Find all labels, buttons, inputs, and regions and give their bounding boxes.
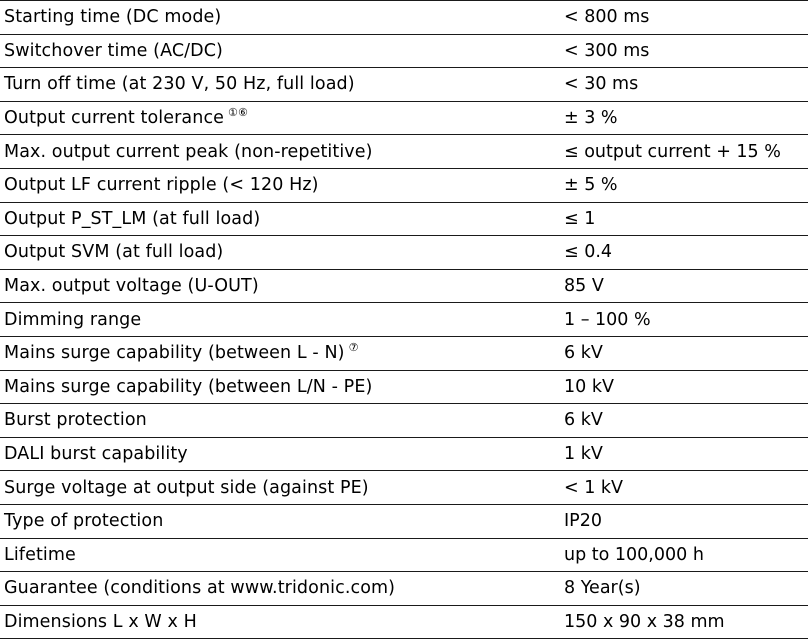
spec-label: Burst protection <box>4 410 147 431</box>
spec-label: Switchover time (AC/DC) <box>4 40 223 61</box>
spec-value: ± 5 % <box>564 175 618 196</box>
spec-value: 10 kV <box>564 376 614 397</box>
spec-row-dimensions <box>0 606 808 640</box>
spec-row-output-current-tolerance <box>0 102 808 136</box>
spec-label: Lifetime <box>4 544 76 565</box>
spec-label: Output SVM (at full load) <box>4 242 224 263</box>
spec-label: Output LF current ripple (< 120 Hz) <box>4 175 319 196</box>
spec-value: up to 100,000 h <box>564 544 704 565</box>
spec-row-type-of-protection <box>0 505 808 539</box>
spec-label: Dimming range <box>4 309 142 330</box>
spec-label: Guarantee (conditions at www.tridonic.com) <box>4 578 396 599</box>
spec-row-mains-surge-ln-pe <box>0 371 808 405</box>
spec-value: < 300 ms <box>564 40 650 61</box>
spec-value: 6 kV <box>564 410 603 431</box>
spec-label: Surge voltage at output side (against PE) <box>4 477 369 498</box>
spec-value: ± 3 % <box>564 108 618 129</box>
spec-label-with-note <box>0 343 560 363</box>
spec-label: Type of protection <box>4 511 164 532</box>
spec-value: IP20 <box>564 511 602 532</box>
spec-label: Max. output voltage (U-OUT) <box>4 276 259 297</box>
spec-row-switchover-time <box>0 35 808 69</box>
spec-label: Turn off time (at 230 V, 50 Hz, full load) <box>4 74 355 95</box>
spec-value: 8 Year(s) <box>564 578 641 599</box>
spec-row-output-pst-lm <box>0 203 808 237</box>
spec-value: < 800 ms <box>564 7 650 28</box>
spec-label: Dimensions L x W x H <box>4 611 197 632</box>
spec-label: DALI burst capability <box>4 444 188 465</box>
footnote-marker: ⑦ <box>348 341 359 355</box>
spec-value: 150 x 90 x 38 mm <box>564 611 725 632</box>
spec-row-turn-off-time <box>0 68 808 102</box>
spec-label-text: Output current tolerance <box>4 108 225 129</box>
spec-label: Max. output current peak (non-repetitive) <box>4 141 373 162</box>
spec-value: 85 V <box>564 276 604 297</box>
spec-label-text: Mains surge capability (between L - N) <box>4 343 345 364</box>
spec-label: Starting time (DC mode) <box>4 7 222 28</box>
spec-value: ≤ 0.4 <box>564 242 613 263</box>
spec-row-dimming-range <box>0 303 808 337</box>
spec-label: Output P_ST_LM (at full load) <box>4 208 261 229</box>
spec-value: 1 – 100 % <box>564 309 651 330</box>
spec-value: ≤ output current + 15 % <box>564 141 781 162</box>
spec-row-surge-voltage-output <box>0 471 808 505</box>
spec-row-max-output-voltage <box>0 270 808 304</box>
spec-row-output-lf-current-ripple <box>0 169 808 203</box>
spec-value: < 30 ms <box>564 74 639 95</box>
spec-label-with-note <box>0 108 560 128</box>
spec-row-guarantee <box>0 572 808 606</box>
spec-row-dali-burst-capability <box>0 438 808 472</box>
spec-value: 1 kV <box>564 444 603 465</box>
spec-row-burst-protection <box>0 404 808 438</box>
spec-value: < 1 kV <box>564 477 624 498</box>
spec-value: ≤ 1 <box>564 208 596 229</box>
spec-row-starting-time <box>0 1 808 35</box>
spec-label: Mains surge capability (between L/N - PE) <box>4 376 373 397</box>
spec-row-mains-surge-l-n <box>0 337 808 371</box>
spec-row-lifetime <box>0 539 808 573</box>
spec-value: 6 kV <box>564 343 603 364</box>
spec-row-output-svm <box>0 236 808 270</box>
spec-row-max-output-current-peak <box>0 135 808 169</box>
footnote-marker: ①⑥ <box>228 106 248 120</box>
